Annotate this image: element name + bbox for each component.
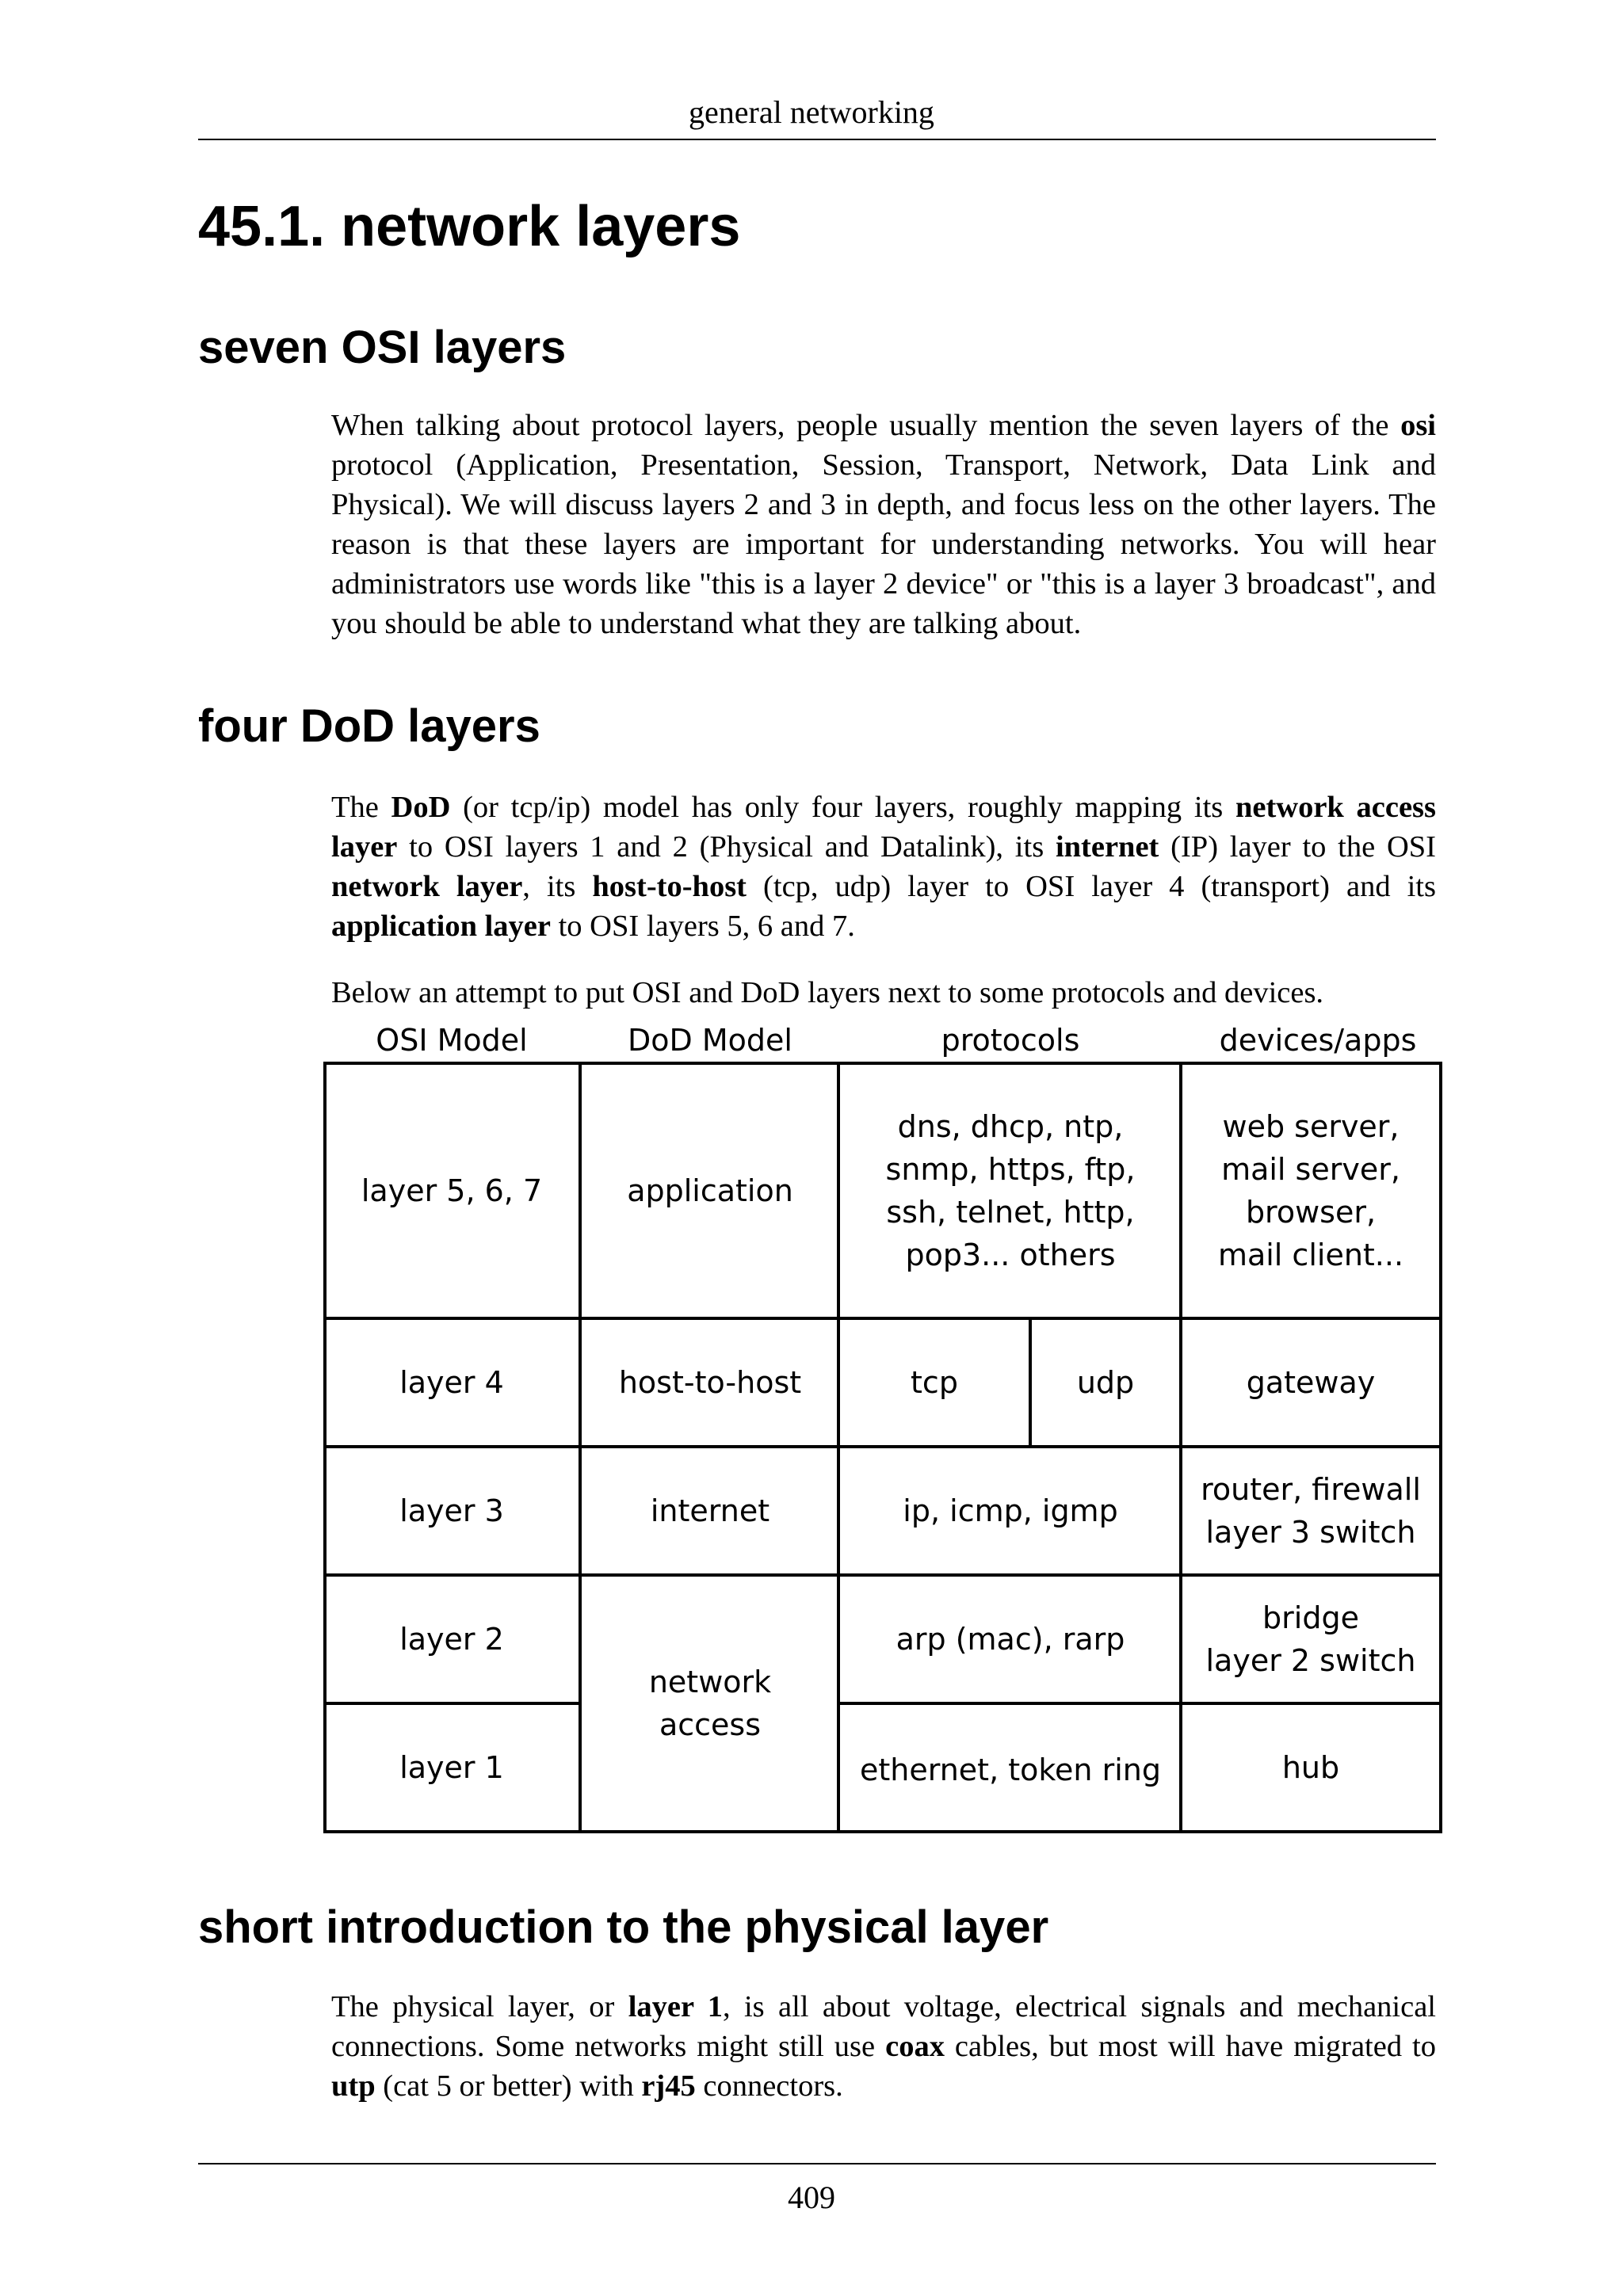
section-title-dod: four DoD layers — [198, 700, 540, 752]
column-header-dod: DoD Model — [628, 1023, 792, 1058]
paragraph-diagram-intro: Below an attempt to put OSI and DoD layers next to some protocols and devices. — [331, 976, 1324, 1009]
osi-layer-4: layer 4 — [399, 1365, 504, 1400]
dod-network-access: network access — [648, 1665, 772, 1742]
devices-hub: hub — [1281, 1750, 1340, 1785]
protocols-layer-2: arp (mac), rarp — [896, 1622, 1125, 1657]
page-number: 409 — [788, 2180, 835, 2215]
paragraph-dod: The DoD (or tcp/ip) model has only four layers, roughly mapping its network access layer to OSI layers 1 and 2 (Physical and Datalink), its internet (IP) layer to the OSI network layer, its host-to-host (tcp, udp) layer to OSI layer 4 (transport) and its application layer to OSI layers 5, 6 and 7. — [331, 791, 1437, 943]
footer-rule — [198, 2163, 1436, 2164]
protocol-tcp: tcp — [911, 1365, 958, 1400]
paragraph-physical: The physical layer, or layer 1, is all about voltage, electrical signals and mechanical connections. Some networks might still use coax cables, but most will have migrated to utp (cat 5 or better) with rj45 connectors. — [331, 1990, 1436, 2103]
column-header-devices: devices/apps — [1219, 1023, 1417, 1058]
devices-gateway: gateway — [1246, 1365, 1376, 1400]
header-rule — [198, 139, 1436, 140]
osi-layer-1: layer 1 — [399, 1750, 504, 1785]
osi-layer-3: layer 3 — [399, 1493, 504, 1528]
paragraph-osi: When talking about protocol layers, people usually mention the seven layers of the osi protocol (Application, Presentation, Session, Transport, Network, Data Link and Physical). We will discuss layers 2 and 3 in depth, and focus less on the other layers. The reason is that these layers are important for understanding networks. You will hear administrators use words like "this is a layer 2 device" or "this is a layer 3 broadcast", and you should be able to understand what they are talking about. — [331, 409, 1436, 640]
section-title-osi: seven OSI layers — [198, 322, 567, 373]
devices-application: web server, mail server, browser, mail client... — [1217, 1109, 1404, 1272]
column-header-protocols: protocols — [941, 1023, 1080, 1058]
dod-host-to-host: host-to-host — [618, 1365, 802, 1400]
dod-application: application — [627, 1173, 793, 1208]
column-header-osi: OSI Model — [376, 1023, 528, 1058]
chapter-title: 45.1. network layers — [198, 195, 741, 258]
protocols-internet: ip, icmp, igmp — [903, 1493, 1118, 1528]
section-title-physical: short introduction to the physical layer — [198, 1901, 1049, 1953]
running-header: general networking — [689, 94, 934, 130]
devices-layer-2: bridge layer 2 switch — [1205, 1600, 1416, 1678]
devices-layer-3: router, firewall layer 3 switch — [1201, 1472, 1421, 1550]
protocols-layer-1: ethernet, token ring — [860, 1753, 1161, 1787]
osi-dod-layer-diagram — [317, 1016, 1450, 1848]
protocol-udp: udp — [1076, 1365, 1135, 1400]
osi-layer-5-6-7: layer 5, 6, 7 — [361, 1173, 543, 1208]
protocols-application: dns, dhcp, ntp, snmp, https, ftp, ssh, telnet, http, pop3... others — [885, 1109, 1136, 1272]
osi-layer-2: layer 2 — [399, 1622, 504, 1657]
dod-internet: internet — [650, 1493, 770, 1528]
